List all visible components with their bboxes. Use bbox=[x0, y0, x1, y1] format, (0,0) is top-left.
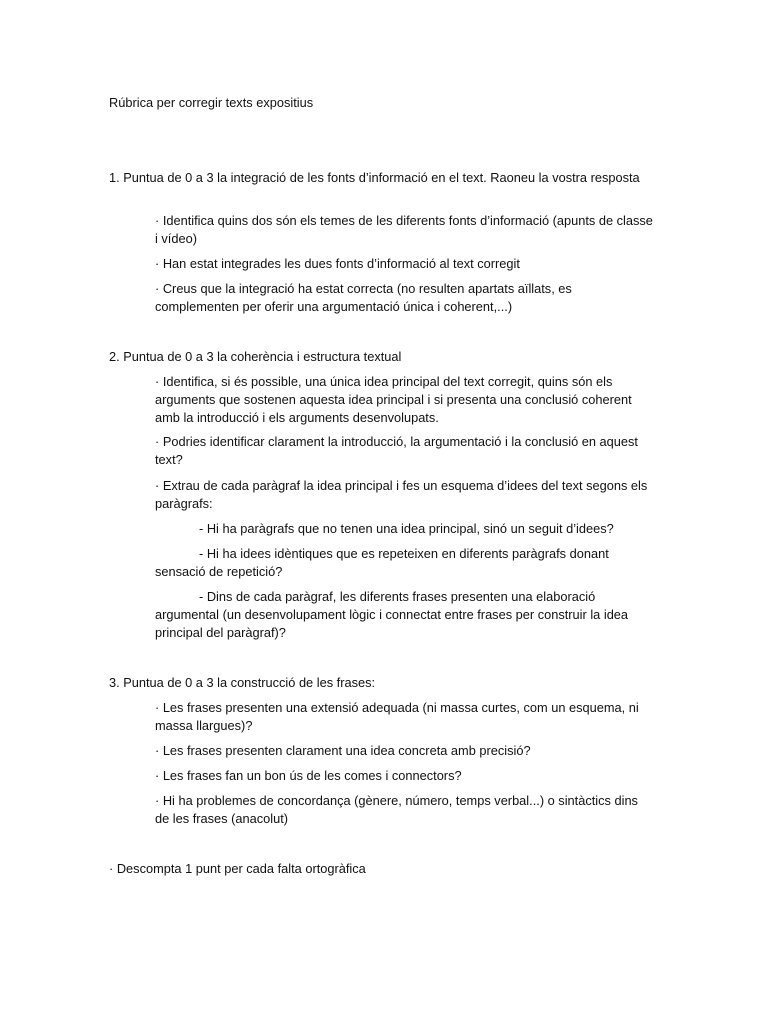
section-3-item-4: · Hi ha problemes de concordança (gènere, número, temps verbal...) o sintàctics dins de les frases (anacolut) bbox=[155, 793, 638, 826]
section-3-item-2: · Les frases presenten clarament una idea concreta amb precisió? bbox=[155, 743, 531, 758]
section-1-heading: 1. Puntua de 0 a 3 la integració de les fonts d’informació en el text. Raoneu la vostra resposta bbox=[109, 170, 640, 185]
section-1-item-2: · Han estat integrades les dues fonts d’informació al text corregit bbox=[155, 256, 520, 271]
section-2-item-1: · Identifica, si és possible, una única idea principal del text corregit, quins són els arguments que sostenen aquesta idea principal i si presenta una conclusió coherent amb la introducció i els arguments desenvolupats. bbox=[155, 374, 632, 425]
section-2-heading: 2. Puntua de 0 a 3 la coherència i estructura textual bbox=[109, 349, 402, 364]
section-3-heading: 3. Puntua de 0 a 3 la construcció de les frases: bbox=[109, 675, 376, 690]
section-3-item-3: · Les frases fan un bon ús de les comes i connectors? bbox=[155, 768, 462, 783]
section-1-item-1: · Identifica quins dos són els temes de les diferents fonts d’informació (apunts de classe i vídeo) bbox=[155, 213, 653, 246]
section-2-item-3: · Extrau de cada paràgraf la idea principal i fes un esquema d’idees del text segons els paràgrafs: bbox=[155, 478, 648, 511]
section-3-item-1: · Les frases presenten una extensió adequada (ni massa curtes, com un esquema, ni massa llargues)? bbox=[155, 700, 639, 733]
section-2-subitem-1: - Hi ha paràgrafs que no tenen una idea principal, sinó un seguit d’idees? bbox=[199, 521, 614, 536]
spelling-deduction-note: · Descompta 1 punt per cada falta ortogràfica bbox=[109, 861, 366, 876]
section-2-subitem-3: - Dins de cada paràgraf, les diferents frases presenten una elaboració argumental (un desenvolupament lògic i connectat entre frases per construir la idea principal del paràgraf)? bbox=[155, 589, 629, 640]
section-1-item-3: · Creus que la integració ha estat correcta (no resulten apartats aïllats, es complementen per oferir una argumentació única i coherent,...) bbox=[155, 281, 572, 314]
section-2-subitem-2: - Hi ha idees idèntiques que es repeteixen en diferents paràgrafs donant sensació de repetició? bbox=[155, 546, 609, 579]
section-2-item-2: · Podries identificar clarament la introducció, la argumentació i la conclusió en aquest text? bbox=[155, 434, 638, 467]
document-title: Rúbrica per corregir texts expositius bbox=[109, 95, 314, 110]
